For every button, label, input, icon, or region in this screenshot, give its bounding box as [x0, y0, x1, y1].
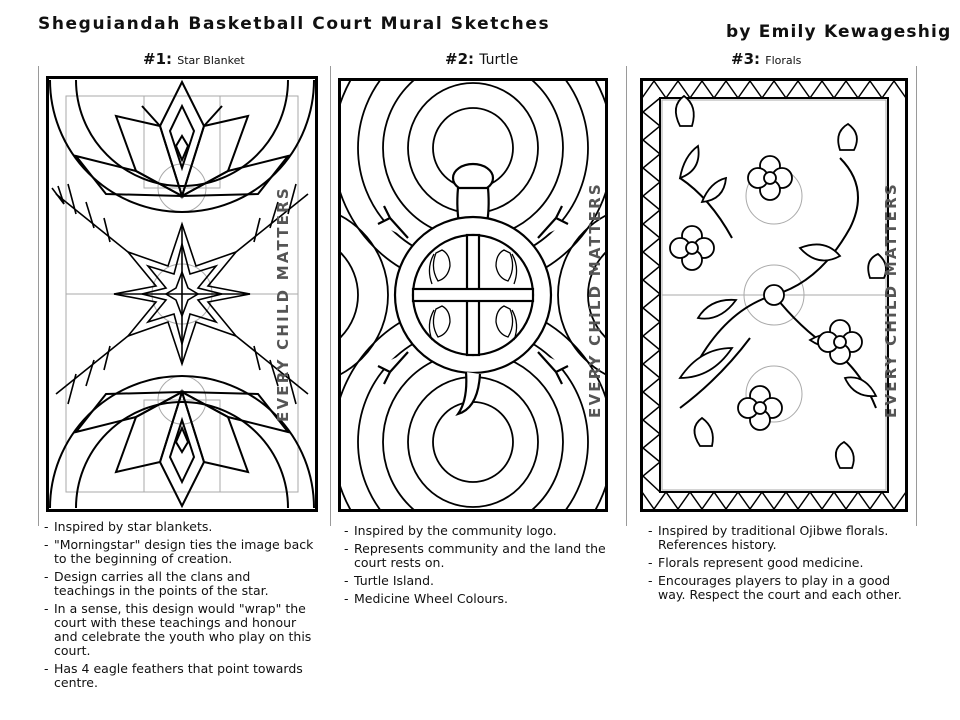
guide-line: [626, 66, 627, 526]
guide-line: [916, 66, 917, 526]
sketch-1-number: #1: [143, 50, 167, 68]
sketch-2-notes: [344, 524, 614, 610]
sketch-3-florals: [640, 78, 908, 512]
sketch-1-name: Star Blanket: [177, 54, 245, 67]
sketch-3-label: #3: Florals: [731, 50, 802, 68]
note-item: - Has 4 eagle feathers that point towards centre.: [44, 662, 314, 690]
sketch-2-label: #2: Turtle: [445, 50, 519, 68]
note-item: - Florals represent good medicine.: [648, 556, 916, 570]
sketch-1-notes: [44, 520, 314, 694]
note-item: - Inspired by star blankets.: [44, 520, 314, 534]
note-item: - In a sense, this design would "wrap" the court with these teachings and honour and celebrate the youth who play on this court.: [44, 602, 314, 658]
guide-line: [330, 66, 331, 526]
sketch-3-side-text: EVERY CHILD MATTERS: [882, 182, 900, 418]
note-item: - Represents community and the land the court rests on.: [344, 542, 614, 570]
sketch-3-notes: [648, 524, 916, 606]
note-item: - Inspired by traditional Ojibwe florals. References history.: [648, 524, 916, 552]
note-item: - Encourages players to play in a good way. Respect the court and each other.: [648, 574, 916, 602]
note-item: - Medicine Wheel Colours.: [344, 592, 614, 606]
sketch-1-side-text: EVERY CHILD MATTERS: [274, 186, 292, 422]
sketch-2-turtle: [338, 78, 608, 512]
guide-line: [38, 66, 39, 526]
note-item: - "Morningstar" design ties the image back to the beginning of creation.: [44, 538, 314, 566]
sketch-3-name: Florals: [765, 54, 802, 67]
note-item: - Inspired by the community logo.: [344, 524, 614, 538]
page-title: Sheguiandah Basketball Court Mural Sketches: [38, 14, 551, 34]
author-credit: by Emily Kewageshig: [726, 22, 952, 42]
sketch-3-number: #3: [731, 50, 755, 68]
sketch-1-label: #1: Star Blanket: [143, 50, 245, 68]
sketch-2-side-text: EVERY CHILD MATTERS: [586, 182, 604, 418]
sketch-2-number: #2: [445, 50, 469, 68]
sketch-2-name: Turtle: [479, 52, 519, 68]
note-item: - Design carries all the clans and teachings in the points of the star.: [44, 570, 314, 598]
note-item: - Turtle Island.: [344, 574, 614, 588]
